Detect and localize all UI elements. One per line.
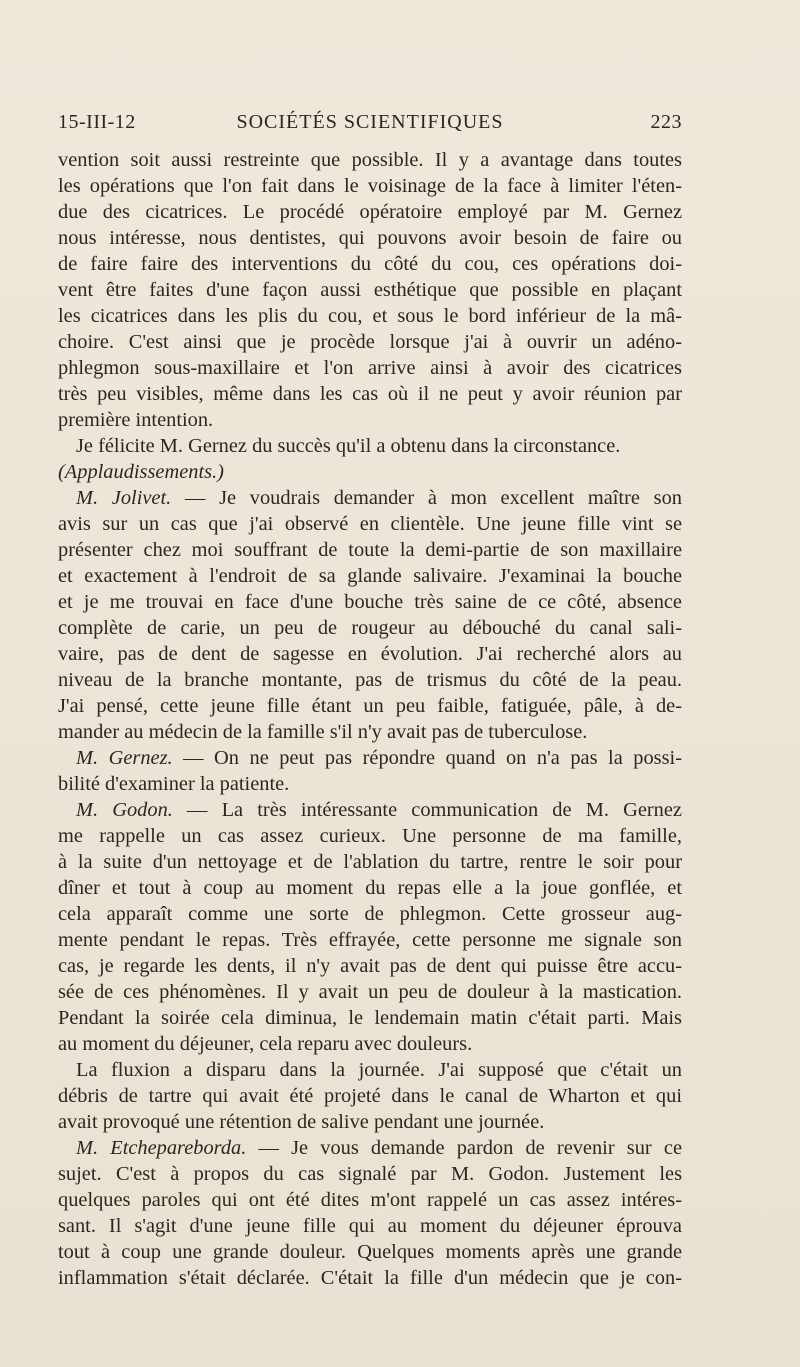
header-title: SOCIÉTÉS SCIENTIFIQUES <box>236 111 504 133</box>
text-line: les opérations que l'on fait dans le voisinage de la face à limiter l'éten- <box>58 175 682 197</box>
text-line: Pendant la soirée cela diminua, le lendemain matin c'était parti. Mais <box>58 1007 682 1029</box>
text-line: sant. Il s'agit d'une jeune fille qui au moment du déjeuner éprouva <box>58 1215 682 1237</box>
text-line: vent être faites d'une façon aussi esthétique que possible en plaçant <box>58 279 682 301</box>
text-line: nous intéresse, nous dentistes, qui pouvons avoir besoin de faire ou <box>58 227 682 249</box>
text-line: La fluxion a disparu dans la journée. J'ai supposé que c'était un <box>76 1059 682 1081</box>
text-line: débris de tartre qui avait été projeté dans le canal de Wharton et qui <box>58 1085 682 1107</box>
text-line: me rappelle un cas assez curieux. Une personne de ma famille, <box>58 825 682 847</box>
text-line: très peu visibles, même dans les cas où il ne peut y avoir réunion par <box>58 383 682 405</box>
text-line: Je félicite M. Gernez du succès qu'il a obtenu dans la circonstance. <box>76 435 621 457</box>
speaker-name: M. Etchepareborda. <box>76 1137 247 1159</box>
text-line: tout à coup une grande douleur. Quelques moments après une grande <box>58 1241 682 1263</box>
text-line: de faire faire des interventions du côté du cou, ces opérations doi- <box>58 253 682 275</box>
text-line: niveau de la branche montante, pas de trismus du côté de la peau. <box>58 669 682 691</box>
text-line: avis sur un cas que j'ai observé en clientèle. Une jeune fille vint se <box>58 513 682 535</box>
page-number: 223 <box>650 111 682 133</box>
text-line: cas, je regarde les dents, il n'y avait pas de dent qui puisse être accu- <box>58 955 682 977</box>
text-line: vention soit aussi restreinte que possible. Il y a avantage dans toutes <box>58 149 682 171</box>
applause-note: (Applaudissements.) <box>58 461 224 483</box>
text-line: complète de carie, un peu de rougeur au débouché du canal sali- <box>58 617 682 639</box>
speaker-name: M. Gernez. <box>76 747 173 769</box>
text-line: mander au médecin de la famille s'il n'y avait pas de tuberculose. <box>58 721 588 743</box>
text-line: phlegmon sous-maxillaire et l'on arrive ainsi à avoir des cicatrices <box>58 357 682 379</box>
text-line: M. Etchepareborda. — Je vous demande pardon de revenir sur ce <box>76 1137 682 1159</box>
text-line: à la suite d'un nettoyage et de l'ablation du tartre, rentre le soir pour <box>58 851 682 873</box>
text-line: choire. C'est ainsi que je procède lorsque j'ai à ouvrir un adéno- <box>58 331 682 353</box>
body-text <box>58 147 682 1291</box>
header-date: 15-III-12 <box>58 111 136 133</box>
speaker-name: M. Godon. <box>76 799 173 821</box>
text-line: et exactement à l'endroit de sa glande salivaire. J'examinai la bouche <box>58 565 682 587</box>
text-line: M. Gernez. — On ne peut pas répondre quand on n'a pas la possi- <box>76 747 682 769</box>
text-line: dîner et tout à coup au moment du repas elle a la joue gonflée, et <box>58 877 682 899</box>
text-line: J'ai pensé, cette jeune fille étant un peu faible, fatiguée, pâle, à de- <box>58 695 682 717</box>
text-line: au moment du déjeuner, cela reparu avec douleurs. <box>58 1033 473 1055</box>
text-line: bilité d'examiner la patiente. <box>58 773 290 795</box>
text-line: et je me trouvai en face d'une bouche très saine de ce côté, absence <box>58 591 682 613</box>
text-line: vaire, pas de dent de sagesse en évolution. J'ai recherché alors au <box>58 643 682 665</box>
text-line: première intention. <box>58 409 214 431</box>
running-header <box>58 111 682 141</box>
text-line <box>58 459 682 485</box>
text-line: quelques paroles qui ont été dites m'ont rappelé un cas assez intéres- <box>58 1189 682 1211</box>
text-line: cela apparaît comme une sorte de phlegmon. Cette grosseur aug- <box>58 903 682 925</box>
text-line: les cicatrices dans les plis du cou, et sous le bord inférieur de la mâ- <box>58 305 682 327</box>
text-line: mente pendant le repas. Très effrayée, cette personne me signale son <box>58 929 682 951</box>
text-line: sée de ces phénomènes. Il y avait un peu de douleur à la mastication. <box>58 981 682 1003</box>
text-line: présenter chez moi souffrant de toute la demi-partie de son maxillaire <box>58 539 682 561</box>
text-line: M. Godon. — La très intéressante communication de M. Gernez <box>76 799 682 821</box>
text-line: due des cicatrices. Le procédé opératoire employé par M. Gernez <box>58 201 682 223</box>
speaker-name: M. Jolivet. <box>76 487 172 509</box>
text-line: M. Jolivet. — Je voudrais demander à mon excellent maître son <box>76 487 682 509</box>
text-line: sujet. C'est à propos du cas signalé par M. Godon. Justement les <box>58 1163 682 1185</box>
text-line: inflammation s'était déclarée. C'était la fille d'un médecin que je con- <box>58 1267 682 1289</box>
text-line: avait provoqué une rétention de salive pendant une journée. <box>58 1111 545 1133</box>
